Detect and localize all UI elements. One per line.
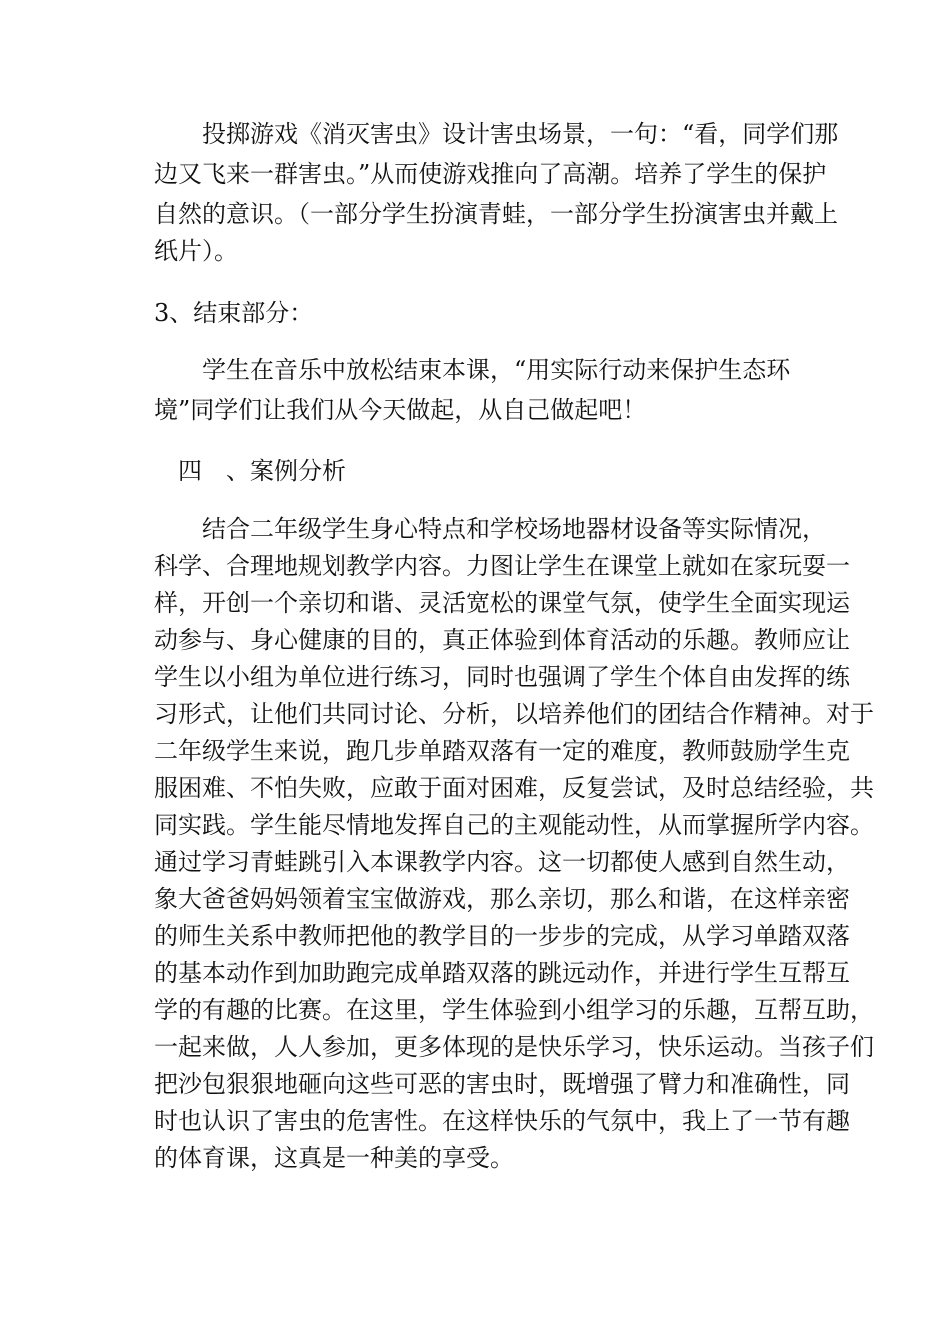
paragraph-line: 通过学习青蛙跳引入本课教学内容。这一切都使人感到自然生动， bbox=[154, 848, 850, 876]
paragraph-line: 把沙包狠狠地砸向这些可恶的害虫时，既增强了臂力和准确性，同 bbox=[154, 1070, 850, 1098]
paragraph-line: 结合二年级学生身心特点和学校场地器材设备等实际情况， bbox=[154, 515, 826, 543]
paragraph-line: 同实践。学生能尽情地发挥自己的主观能动性，从而掌握所学内容。 bbox=[154, 811, 874, 839]
paragraph-line: 一起来做，人人参加，更多体现的是快乐学习，快乐运动。当孩子们 bbox=[154, 1033, 874, 1061]
section-heading: 3、结束部分： bbox=[154, 299, 314, 327]
paragraph-line: 的师生关系中教师把他的教学目的一步步的完成，从学习单踏双落 bbox=[154, 922, 850, 950]
paragraph-line: 服困难、不怕失败，应敢于面对困难，反复尝试，及时总结经验，共 bbox=[154, 774, 874, 802]
paragraph-line: 时也认识了害虫的危害性。在这样快乐的气氛中，我上了一节有趣 bbox=[154, 1107, 850, 1135]
paragraph-line: 自然的意识。（一部分学生扮演青蛙，一部分学生扮演害虫并戴上 bbox=[154, 200, 838, 228]
paragraph-line: 投掷游戏《消灭害虫》设计害虫场景，一句：“看，同学们那 bbox=[154, 120, 839, 148]
paragraph-line: 的基本动作到加助跑完成单踏双落的跳远动作，并进行学生互帮互 bbox=[154, 959, 850, 987]
paragraph-line: 习形式，让他们共同讨论、分析，以培养他们的团结合作精神。对于 bbox=[154, 700, 874, 728]
paragraph-line: 境”同学们让我们从今天做起，从自己做起吧！ bbox=[154, 396, 647, 424]
paragraph-line: 边又飞来一群害虫。”从而使游戏推向了高潮。培养了学生的保护 bbox=[154, 160, 827, 188]
paragraph-line: 样，开创一个亲切和谐、灵活宽松的课堂气氛，使学生全面实现运 bbox=[154, 589, 850, 617]
paragraph-line: 纸片）。 bbox=[154, 237, 238, 265]
section-heading: 四 、案例分析 bbox=[154, 457, 346, 485]
paragraph-line: 学生在音乐中放松结束本课，“用实际行动来保护生态环 bbox=[154, 356, 791, 384]
paragraph-line: 二年级学生来说，跑几步单踏双落有一定的难度，教师鼓励学生克 bbox=[154, 737, 850, 765]
paragraph-line: 学的有趣的比赛。在这里，学生体验到小组学习的乐趣，互帮互助， bbox=[154, 996, 874, 1024]
paragraph-line: 动参与、身心健康的目的，真正体验到体育活动的乐趣。教师应让 bbox=[154, 626, 850, 654]
paragraph-line: 学生以小组为单位进行练习，同时也强调了学生个体自由发挥的练 bbox=[154, 663, 850, 691]
paragraph-line: 的体育课，这真是一种美的享受。 bbox=[154, 1144, 514, 1172]
paragraph-line: 象大爸爸妈妈领着宝宝做游戏，那么亲切，那么和谐，在这样亲密 bbox=[154, 885, 850, 913]
paragraph-line: 科学、合理地规划教学内容。力图让学生在课堂上就如在家玩耍一 bbox=[154, 552, 850, 580]
